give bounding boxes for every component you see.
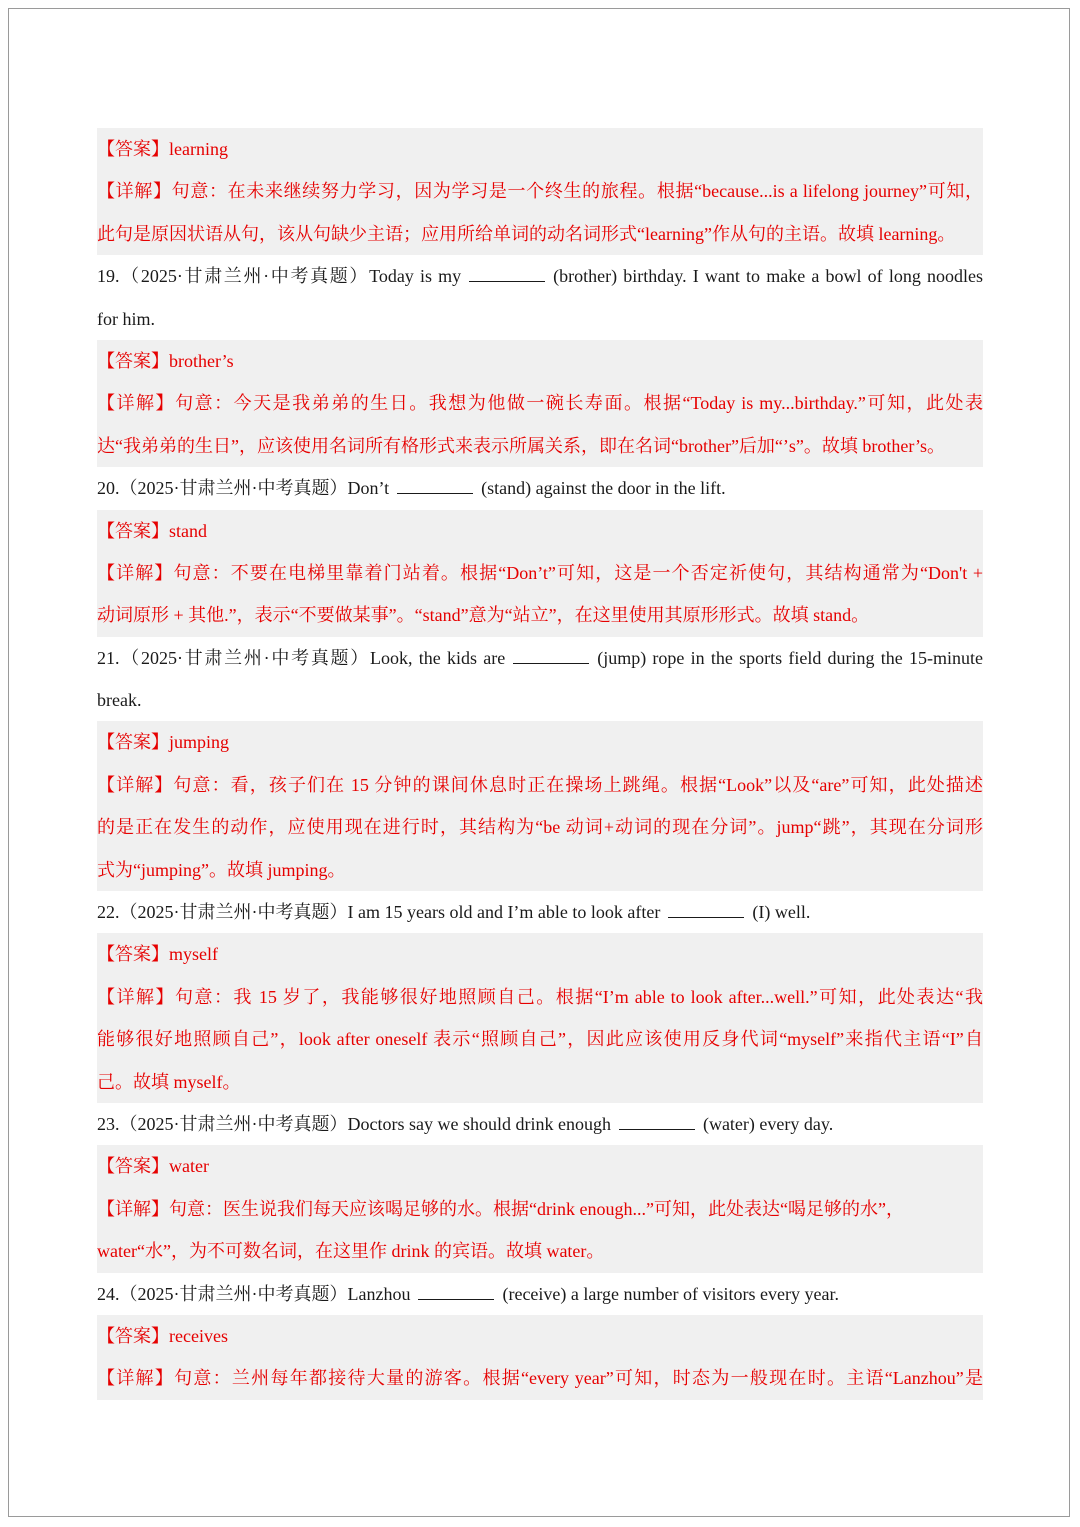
answer-block-23 [97,1145,983,1272]
answer-line [97,128,983,170]
question-stem-tail: (water) every day. [702,1113,834,1134]
fill-blank [619,1115,695,1130]
answer-text: brother’s [169,350,234,371]
question-stem: 19.（2025·甘肃兰州·中考真题）Today is my [97,266,462,287]
detail-text: 句意：医生说我们每天应该喝足够的水。根据“drink enough...”可知，此处表达“喝足够的水”， [169,1198,904,1219]
answer-block-18 [97,128,983,255]
answer-tag: 【答案】 [97,944,169,965]
question-stem: 24.（2025·甘肃兰州·中考真题）Lanzhou [97,1283,411,1304]
detail-line: 式为“jumping”。故填 jumping。 [97,859,346,880]
question-stem-tail: (receive) a large number of visitors every year. [502,1283,839,1304]
answer-tag: 【答案】 [97,520,169,541]
answer-block-22 [97,933,983,1103]
question-stem-tail: (jump) rope in the sports field during the 15-minute [597,647,983,668]
detail-text: 句意：我 15 岁了，我能够很好地照顾自己。根据“I’m able to look after...well.”可知，此处表达“我 [174,986,984,1007]
answer-tag: 【答案】 [97,732,169,753]
answer-line [97,1145,983,1187]
fill-blank [469,267,545,282]
answer-tag: 【答案】 [97,139,169,159]
fill-blank [397,479,473,494]
detail-text: 句意：兰州每年都接待大量的游客。根据“every year”可知，时态为一般现在时。主语“Lanzhou”是 [174,1368,984,1389]
answer-line [97,721,983,763]
detail-tag: 【详解】 [97,562,174,583]
question-stem-tail: (stand) against the door in the lift. [481,478,726,499]
answer-line [97,510,983,552]
detail-line: 己。故填 myself。 [97,1071,241,1092]
fill-blank [513,649,589,664]
answer-block-19 [97,340,983,467]
fill-blank [418,1285,494,1300]
answer-tag: 【答案】 [97,350,169,371]
question-23 [97,1103,983,1145]
answer-text: receives [169,1325,228,1346]
detail-tag: 【详解】 [97,1198,169,1219]
detail-text: 句意：不要在电梯里靠着门站着。根据“Don’t”可知，这是一个否定祈使句，其结构通常为“Don't + [173,562,984,583]
question-19 [97,255,983,297]
question-21 [97,637,983,679]
answer-line [97,1315,983,1357]
question-stem: 23.（2025·甘肃兰州·中考真题）Doctors say we should drink enough [97,1113,611,1134]
detail-line: 能够很好地照顾自己”，look after oneself 表示“照顾自己”，因此应该使用反身代词“myself”来指代主语“I”自 [97,1029,983,1050]
answer-text: stand [169,520,207,541]
detail-line: 动词原形 + 其他.”，表示“不要做某事”。“stand”意为“站立”，在这里使用其原形形式。故填 stand。 [97,605,870,626]
question-19-cont: for him. [97,308,155,329]
answer-text: learning [169,139,228,159]
answer-block-21 [97,721,983,891]
question-stem: 21.（2025·甘肃兰州·中考真题）Look, the kids are [97,647,506,668]
detail-text: 句意：看，孩子们在 15 分钟的课间休息时正在操场上跳绳。根据“Look”以及“are”可知，此处描述 [173,774,984,795]
document-body [97,128,983,1400]
answer-line [97,340,983,382]
question-21-cont: break. [97,690,142,711]
detail-line [97,552,983,594]
detail-line [97,382,983,424]
detail-tag: 【详解】 [97,986,175,1007]
detail-tag: 【详解】 [97,393,176,414]
question-stem-tail: (brother) birthday. I want to make a bowl of long noodles [553,266,983,287]
question-stem: 22.（2025·甘肃兰州·中考真题）I am 15 years old and I’m able to look after [97,902,661,923]
answer-text: water [169,1156,209,1177]
detail-line [97,764,983,806]
answer-tag: 【答案】 [97,1325,169,1346]
detail-tag: 【详解】 [97,774,174,795]
question-stem: 20.（2025·甘肃兰州·中考真题）Don’t [97,478,390,499]
fill-blank [668,903,744,918]
detail-text: 句意：今天是我弟弟的生日。我想为他做一碗长寿面。根据“Today is my...birthday.”可知，此处表 [175,393,984,414]
answer-tag: 【答案】 [97,1156,169,1177]
question-20 [97,467,983,509]
detail-line [97,170,983,212]
answer-text: myself [169,944,218,965]
detail-text: 句意：在未来继续努力学习，因为学习是一个终生的旅程。根据“because...is a lifelong journey”可知， [171,181,984,202]
detail-line: water“水”，为不可数名词，在这里作 drink 的宾语。故填 water。 [97,1241,605,1262]
answer-block-20 [97,510,983,637]
answer-line [97,933,983,975]
detail-line: 的是正在发生的动作，应使用现在进行时，其结构为“be 动词+动词的现在分词”。jump“跳”，其现在分词形 [97,817,983,838]
question-24 [97,1273,983,1315]
detail-line: 此句是原因状语从句，该从句缺少主语；应用所给单词的动名词形式“learning”作从句的主语。故填 learning。 [97,223,956,244]
detail-line [97,1357,983,1399]
answer-text: jumping [169,732,230,753]
detail-tag: 【详解】 [97,1368,175,1389]
detail-tag: 【详解】 [97,181,172,202]
question-22 [97,891,983,933]
detail-line [97,1188,983,1230]
detail-line: 达“我弟弟的生日”，应该使用名词所有格形式来表示所属关系，即在名词“brother”后加“’s”。故填 brother’s。 [97,435,946,456]
answer-block-24 [97,1315,983,1400]
detail-line [97,976,983,1018]
question-stem-tail: (I) well. [752,902,811,923]
